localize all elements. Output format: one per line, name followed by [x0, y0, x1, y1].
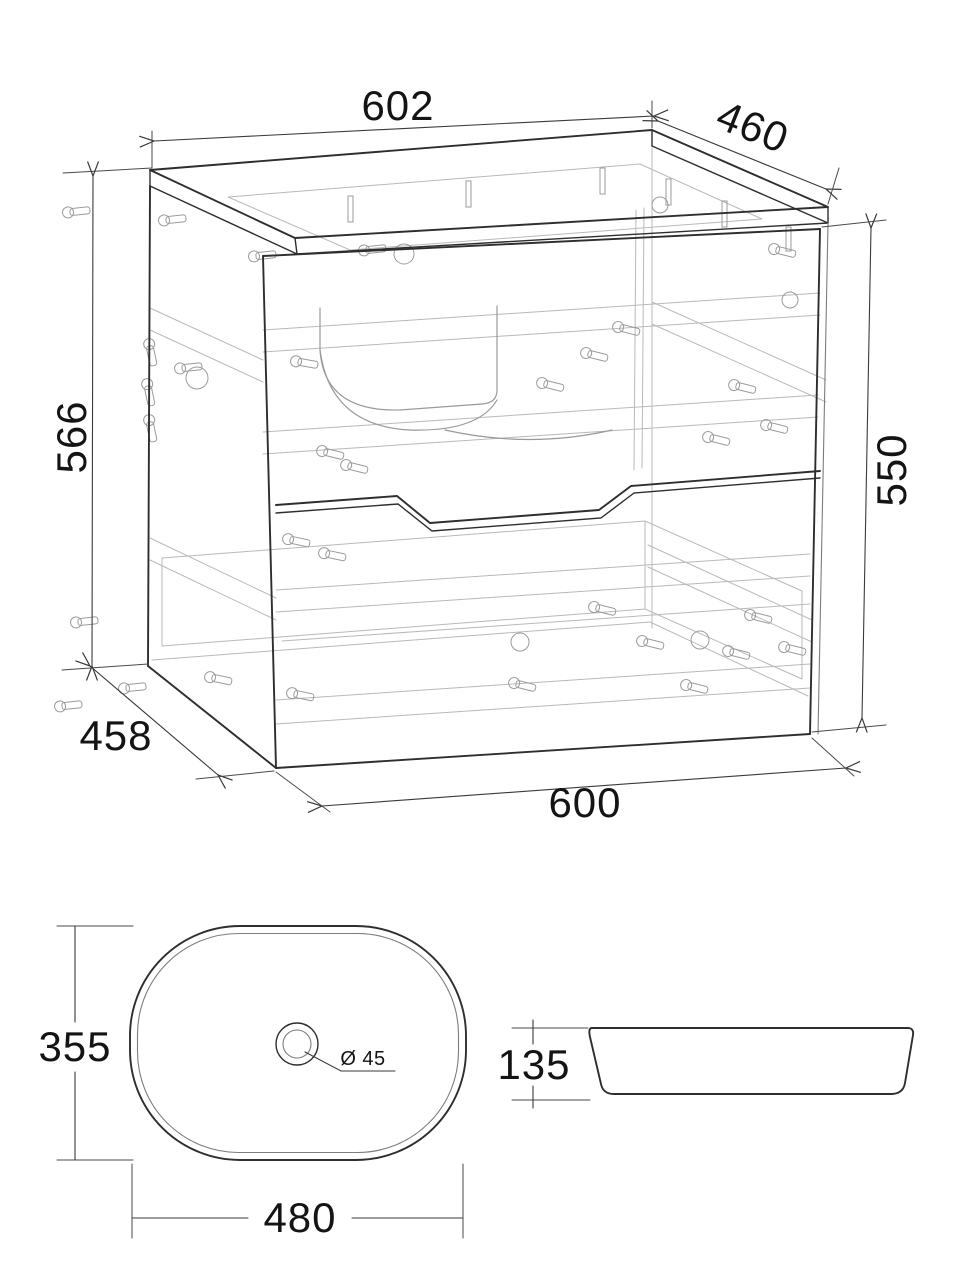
basin-profile	[589, 1028, 913, 1094]
dim-cabinet-top-depth: 460	[710, 91, 796, 163]
dim-cabinet-right-height: 550	[868, 433, 915, 507]
drain-hole-inner	[283, 1030, 311, 1058]
dim-cabinet-top-width: 602	[361, 82, 435, 129]
dim-basin-depth: 355	[38, 1023, 112, 1070]
dim-basin-width: 480	[263, 1194, 337, 1241]
dim-cabinet-bottom-depth: 458	[79, 712, 153, 759]
basin-side-view	[497, 1020, 913, 1108]
dim-cabinet-bottom-width: 600	[548, 779, 622, 826]
basin-height-dimension	[497, 1020, 590, 1108]
cabinet-isometric-view	[48, 82, 915, 826]
basin-depth-dimension	[38, 926, 133, 1160]
cabinet-body	[148, 186, 828, 768]
dim-cabinet-left-height: 566	[48, 400, 95, 474]
dim-drain-diameter: Ø 45	[340, 1048, 386, 1070]
drain-hole-outer	[276, 1023, 318, 1065]
drawer-handle-recess	[276, 471, 820, 523]
basin-inner-rim	[138, 934, 459, 1153]
cabinet-dimensions	[48, 82, 915, 826]
screw-fittings	[54, 197, 807, 712]
dim-basin-height: 135	[497, 1041, 571, 1088]
basin-width-dimension	[132, 1164, 463, 1241]
basin-top-view	[38, 926, 466, 1241]
basin-outline	[130, 926, 466, 1160]
